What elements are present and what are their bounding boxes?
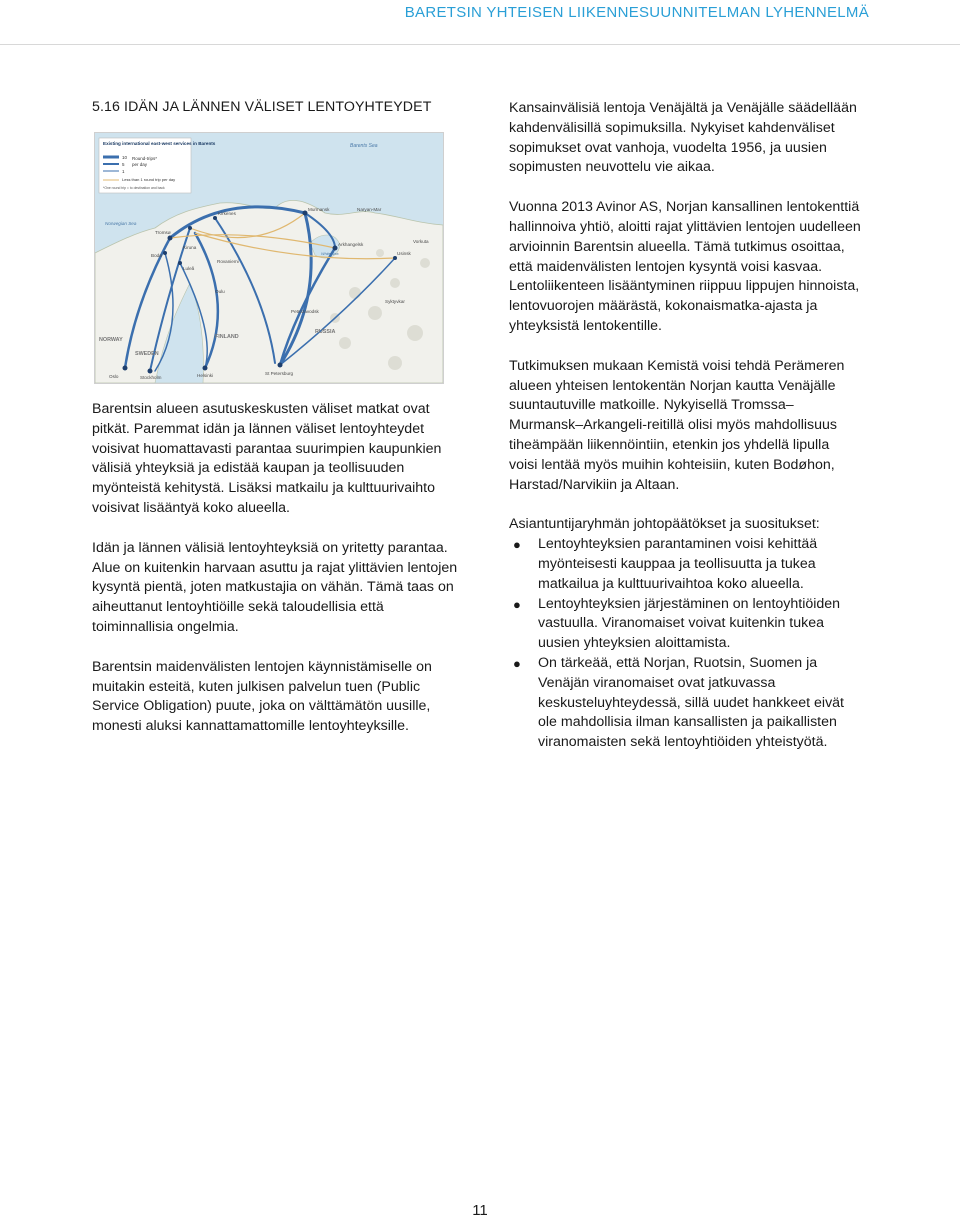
recommendation-text: On tärkeää, että Norjan, Ruotsin, Suomen ja Venäjän viranomaiset ovat jatkuvassa keskusteluyhteydessä, sillä uudet hankkeet eivät ole mahdollisia ilman kansallisten ja paikallisten viranomaisten sekä lentoyhtiöiden yhteistyötä. (538, 654, 845, 751)
recommendation-text: Lentoyhteyksien parantaminen voisi kehittää myönteisesti kauppaa ja teollisuutta ja tukea matkailua ja kulttuurivaihtoa koko alueella. (538, 536, 818, 592)
label-naryan-mar: Naryan-Mar (357, 207, 382, 212)
label-norwegian-sea: Norwegian Sea (105, 221, 137, 226)
label-norway: NORWAY (99, 337, 123, 343)
right-paragraph-1: Kansainvälisiä lentoja Venäjältä ja Venäjälle säädellään kahdenvälisillä sopimuksilla. Nykyiset kahdenväliset sopimukset ovat vanhoja, vuodelta 1956, ja uusien sopimusten neuvottelu vie aikaa. (509, 100, 857, 176)
header-divider (0, 44, 960, 45)
label-tromso: Tromsø (155, 230, 171, 235)
legend-value-10: 10 (122, 155, 128, 160)
label-sweden: SWEDEN (135, 351, 159, 357)
page-number: 11 (472, 1202, 488, 1219)
label-usinsk: Usinsk (397, 251, 411, 256)
label-arkhangelsk: Arkhangelsk (338, 242, 364, 247)
label-vorkuta: Vorkuta (413, 239, 429, 244)
label-helsinki: Helsinki (197, 373, 214, 378)
legend-value-1: 1 (122, 169, 125, 174)
section-title: 5.16 IDÄN JA LÄNNEN VÄLISET LENTOYHTEYDET (92, 99, 432, 115)
legend-value-5: 5 (122, 162, 125, 167)
label-oulu: Oulu (215, 289, 225, 294)
legend-footnote: *One round trip = to destination and back (103, 186, 165, 190)
running-header: BARETSIN YHTEISEN LIIKENNESUUNNITELMAN LYHENNELMÄ (404, 4, 869, 21)
label-stockholm: Stockholm (140, 375, 162, 380)
recommendation-item (509, 595, 861, 654)
legend-label-perday: per day (132, 162, 148, 167)
bullet-icon: ● (513, 596, 521, 612)
legend-title: Existing international east-west services in Barents (103, 141, 216, 146)
label-bodo: Bodø (151, 253, 162, 258)
barents-flight-map (94, 132, 444, 384)
left-column (92, 400, 458, 737)
route-map-graphic (95, 133, 443, 383)
left-paragraph-2: Idän ja lännen välisiä lentoyhteyksiä on yritetty parantaa. Alue on kuitenkin harvaan asuttu ja rajat ylittävien lentojen kysyntä pientä, joten matkustajia on vähän. Tämä taas on aiheuttanut lentoyhtiöille sekä taloudellisia että toiminnallisia ongelmia. (92, 539, 458, 635)
label-rovaniemi: Rovaniemi (217, 259, 239, 264)
label-lulea: Luleå (183, 266, 195, 271)
legend-label-roundtrips: Round-trips* (132, 156, 158, 161)
label-oslo: Oslo (109, 374, 119, 379)
label-russia: RUSSIA (315, 329, 336, 335)
bullet-icon: ● (513, 537, 521, 553)
recommendations-list (509, 535, 861, 753)
label-finland: FINLAND (215, 334, 239, 340)
label-petrozavodsk: Petrozavodsk (291, 309, 319, 314)
left-paragraph-1: Barentsin alueen asutuskeskusten väliset matkat ovat pitkät. Paremmat idän ja lännen väliset lentoyhteydet voisivat huomattavasti parantaa suurimpien kaupunkien välisiä yhteyksiä ja edistää kaupan ja teollisuuden myönteistä kehitystä. Lisäksi matkailu ja kulttuurivaihto voisivat lisääntyä koko alueella. (92, 401, 442, 516)
left-paragraph-3: Barentsin maidenvälisten lentojen käynnistämiselle on muitakin esteitä, kuten julkisen palvelun tuen (Public Service Obligation) puute, joka on välttämätön uusille, monesti aluksi kannattamattomille lentoyhteyksille. (92, 658, 432, 735)
right-paragraph-3: Tutkimuksen mukaan Kemistä voisi tehdä Perämeren alueen yhteisen lentokentän Norjan kautta Venäjälle suuntautuville matkoille. Nykyisellä Tromssa–Murmansk–Arkangeli-reitillä olisi myös mahdollisuus tiheämpään liikennöintiin, etenkin jos yhdellä lipulla voisi lentää myös muihin kohteisiin, kuten Bodøhon, Harstad/Narvikiin ja Altaan. (509, 357, 845, 493)
right-column (509, 99, 861, 753)
label-white-sea: White Sea (321, 252, 339, 256)
recommendation-text: Lentoyhteyksien järjestäminen on lentoyhtiöiden vastuulla. Viranomaiset voivat kuitenkin tukea uusien yhteyksien aloittamista. (538, 595, 841, 652)
label-kiruna: Kiruna (183, 245, 197, 250)
legend-note: Less than 1 round trip per day (122, 177, 176, 182)
label-syktyvkar: Syktyvkar (385, 299, 405, 304)
recommendations-intro: Asiantuntijaryhmän johtopäätökset ja suositukset: (509, 516, 820, 533)
label-st-petersburg: St Petersburg (265, 371, 294, 376)
label-kirkenes: Kirkenes (218, 211, 236, 216)
label-murmansk: Murmansk (308, 207, 330, 212)
label-barents-sea: Barents Sea (350, 143, 378, 149)
recommendation-item (509, 654, 861, 753)
right-paragraph-2: Vuonna 2013 Avinor AS, Norjan kansallinen lentokenttiä hallinnoiva yhtiö, aloitti rajat ylittävien lentojen uudelleen arvioinnin Barentsin alueella. Tämä tutkimus osoittaa, että maidenvälisten lentojen kysyntä voisi kasvaa. Lentoliikenteen lisääntyminen riippuu lippujen hinnoista, lentovuorojen määrästä, kokonaismatka-ajasta ja yhteyksistä lentokentille. (509, 199, 861, 334)
recommendation-item (509, 535, 861, 594)
bullet-icon: ● (513, 655, 521, 671)
